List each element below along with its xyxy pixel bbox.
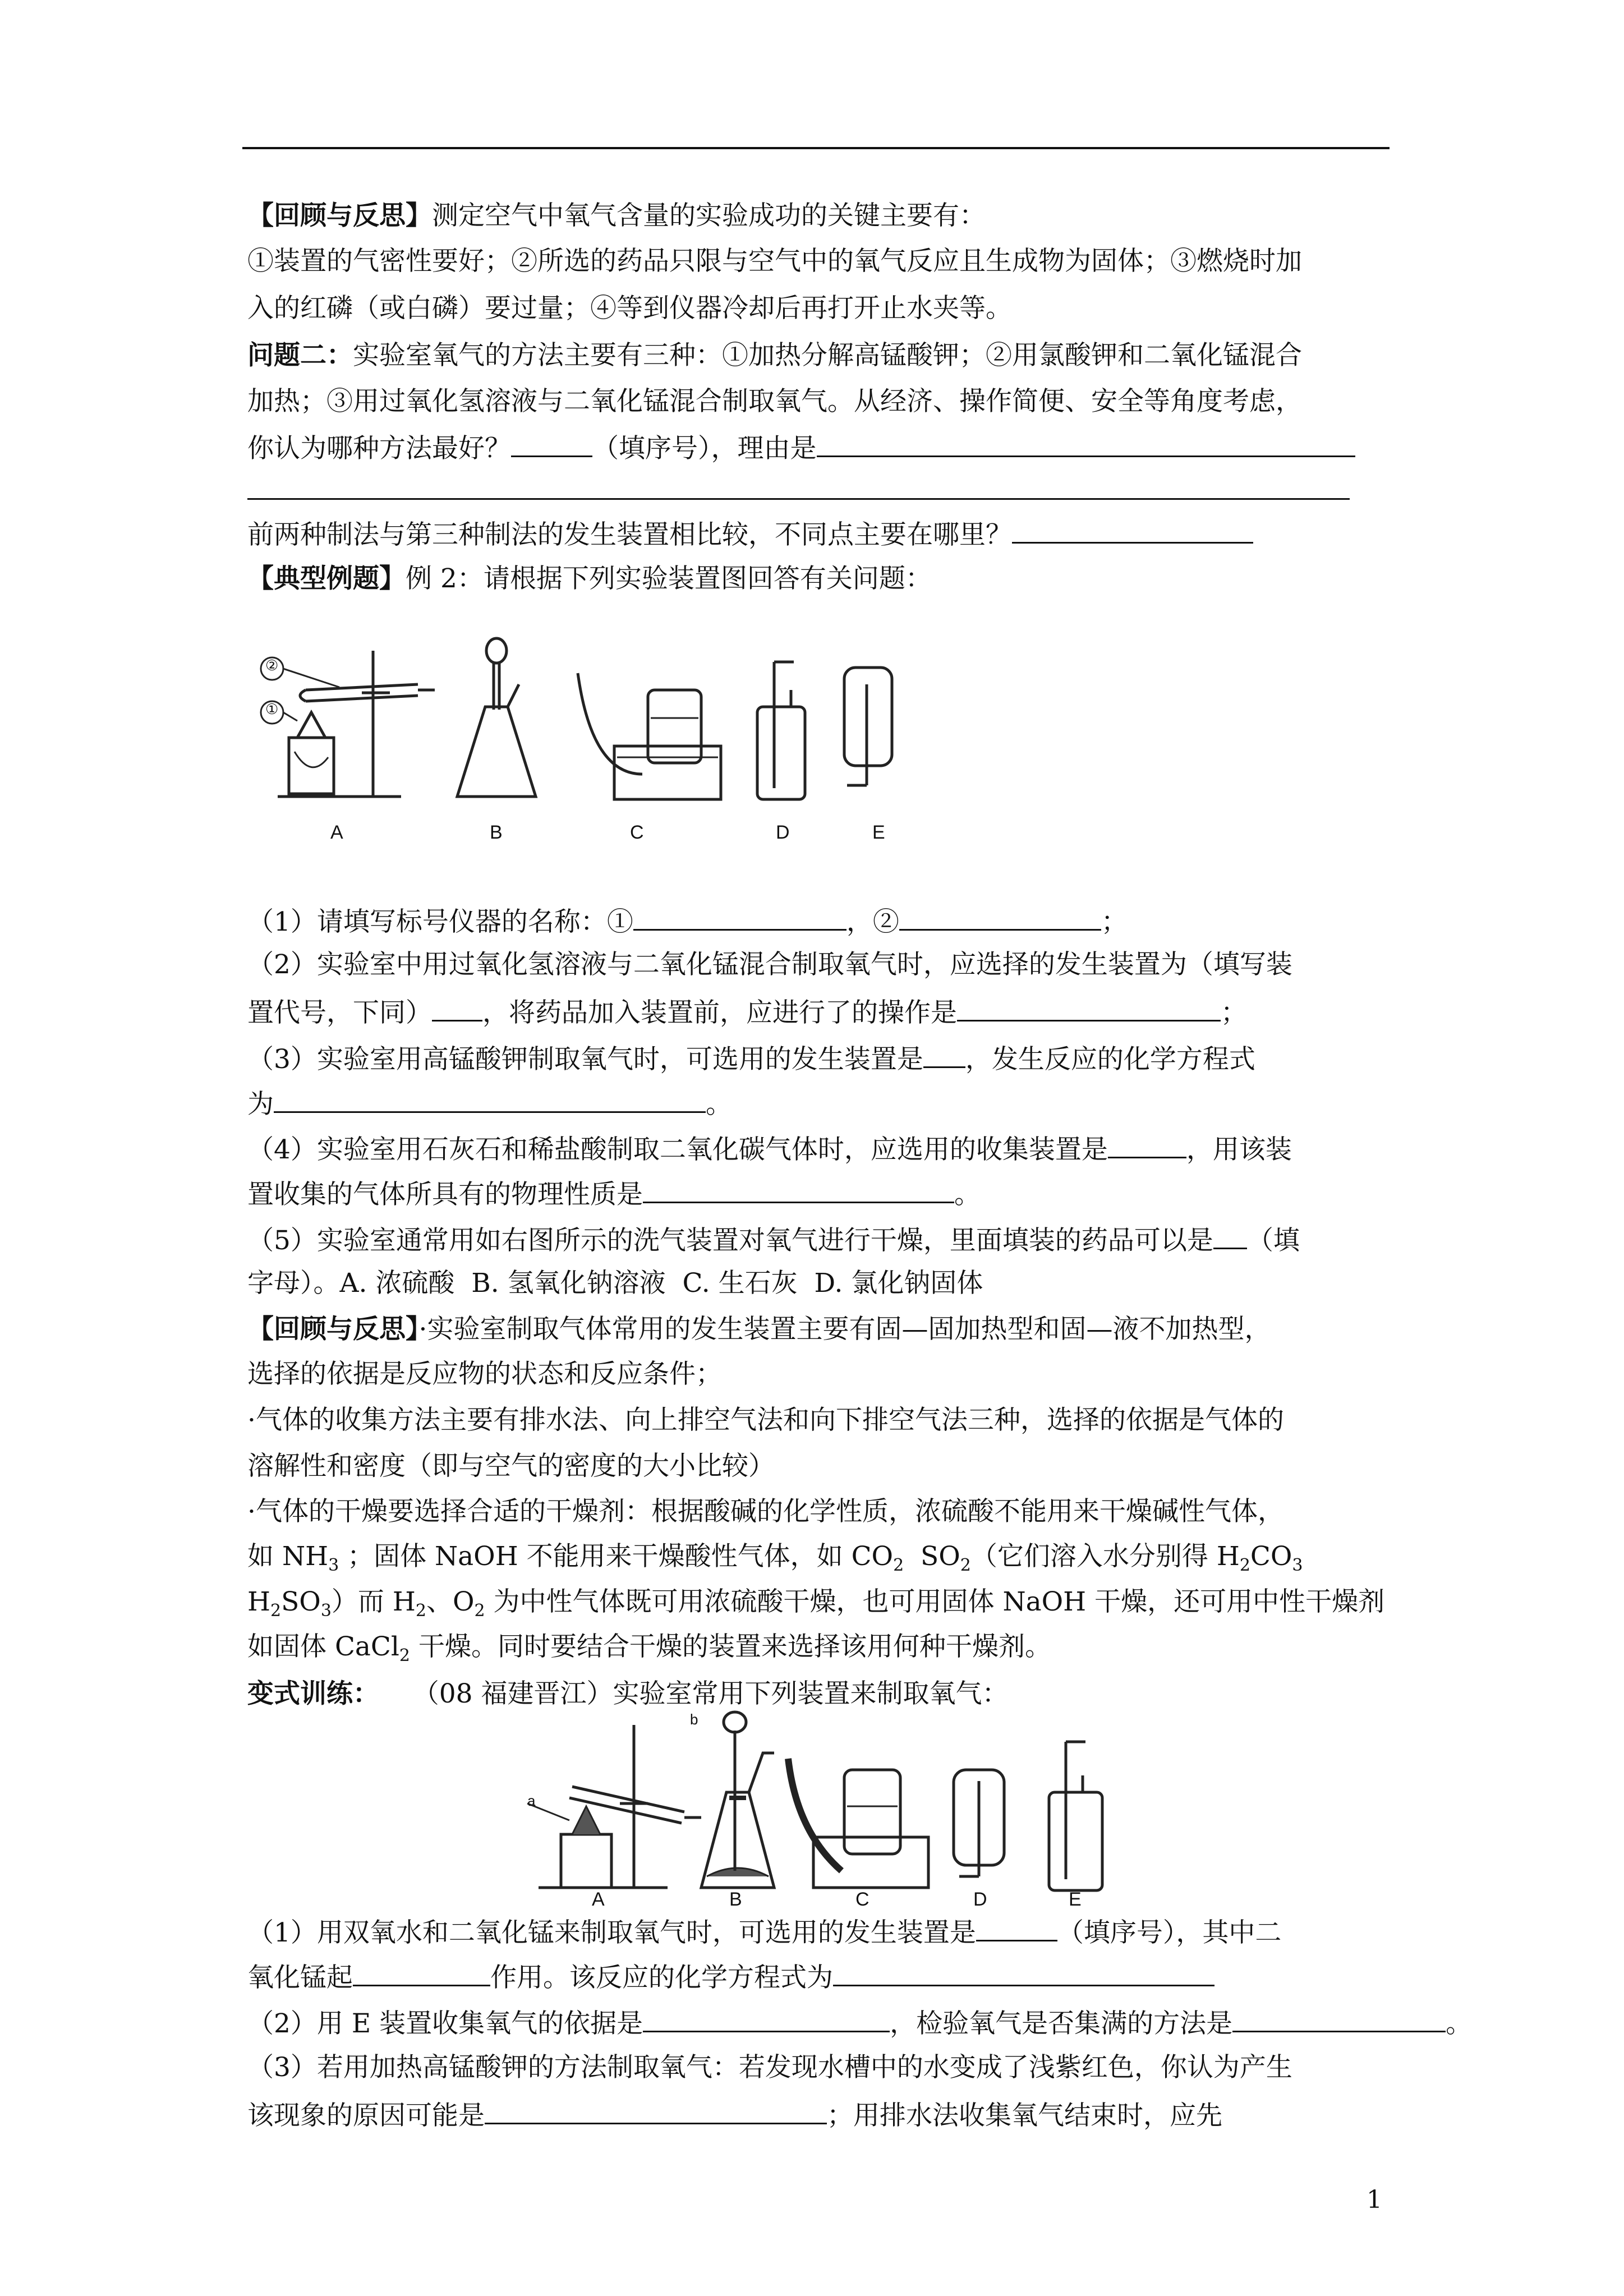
ex2-q3-line1: （3）实验室用高锰酸钾制取氧气时，可选用的发生装置是 ，发生反应的化学方程式 [247,1041,1255,1076]
answer-blank[interactable] [432,994,482,1022]
answer-blank[interactable] [643,1176,954,1203]
apparatus-figure-1 [255,628,906,847]
fig2-label-a: A [592,1889,605,1910]
review2-line8: 如固体 CaCl$_2$ 干燥。同时要结合干燥的装置来选择该用何种干燥剂。 [247,1631,1051,1665]
review2-line5: ·气体的干燥要选择合适的干燥剂：根据酸碱的化学性质，浓硫酸不能用来干燥碱性气体， [247,1496,1284,1527]
answer-blank[interactable] [511,430,592,457]
ex2-q2-line2: 置代号，下同） ，将药品加入装置前，应进行了的操作是 ； [247,994,1247,1030]
review2-line7: $H_2SO_3$）而 $H_2$、$O_2$ 为中性气体既可用浓硫酸干燥，也可用固体 NaOH 干燥，还可用中性干燥剂 [247,1586,1385,1621]
q2-line4: 前两种制法与第三种制法的发生装置相比较，不同点主要在哪里？ [247,516,1253,552]
variant-q1-line2: 氧化锰起 作用。该反应的化学方程式为 [247,1959,1214,1995]
review1-line2: 入的红磷（或白磷）要过量；④等到仪器冷却后再打开止水夹等。 [247,293,1012,324]
fig1-label-d: D [776,822,790,843]
fig1-mark-2: ② [265,657,279,674]
ex2-q3-line2: 为 。 [247,1085,732,1121]
apparatus-figure-2 [505,1708,1156,1910]
header-rule [242,147,1390,149]
fig1-label-c: C [630,822,644,843]
fig1-label-e: E [872,822,885,843]
answer-blank[interactable] [957,994,1221,1022]
q2-line3: 你认为哪种方法最好？ （填序号），理由是 [247,430,1355,466]
page-number: 1 [1367,2185,1382,2214]
answer-blank[interactable] [1108,1131,1186,1158]
ex2-heading: 【典型例题】例 2：请根据下列实验装置图回答有关问题： [247,563,932,594]
answer-blank[interactable] [976,1914,1057,1941]
ex2-q2-line1: （2）实验室中用过氧化氢溶液与二氧化锰混合制取氧气时，应选择的发生装置为（填写装 [247,949,1292,980]
variant-heading: 变式训练： （08 福建晋江）实验室常用下列装置来制取氧气： [247,1678,1009,1709]
answer-blank[interactable] [923,1041,965,1068]
fig1-mark-1: ① [265,701,279,718]
review2-line2: 选择的依据是反应物的状态和反应条件； [247,1359,722,1389]
review2-line3: ·气体的收集方法主要有排水法、向上排空气法和向下排空气法三种，选择的依据是气体的 [247,1405,1284,1435]
variant-q1-line1: （1）用双氧水和二氧化锰来制取氧气时，可选用的发生装置是 （填序号），其中二 [247,1914,1281,1950]
answer-blank[interactable] [833,1959,1214,1986]
answer-blank[interactable] [1012,516,1253,544]
review2-line4: 溶解性和密度（即与空气的密度的大小比较） [247,1451,775,1481]
fig1-label-a: A [330,822,343,843]
answer-blank[interactable] [633,903,846,931]
answer-blank[interactable] [643,2005,890,2032]
q2-line2: 加热；③用过氧化氢溶液与二氧化锰混合制取氧气。从经济、操作简便、安全等角度考虑， [247,386,1302,417]
variant-q3-line2: 该现象的原因可能是 ；用排水法收集氧气结束时，应先 [247,2097,1222,2133]
fig2-label-d: D [973,1889,987,1910]
answer-blank[interactable] [817,430,1355,457]
variant-q3-line1: （3）若用加热高锰酸钾的方法制取氧气：若发现水槽中的水变成了浅紫红色，你认为产生 [247,2052,1292,2083]
fig2-mark-a: a [527,1792,536,1809]
fig2-label-b: B [729,1889,742,1910]
answer-blank[interactable] [1232,2005,1446,2032]
answer-blank[interactable] [899,903,1101,931]
answer-blank[interactable] [274,1085,706,1113]
ex2-q1: （1）请填写标号仪器的名称：① ，② ； [247,903,1128,939]
fig2-label-c: C [855,1889,869,1910]
fig2-label-e: E [1069,1889,1082,1910]
answer-blank[interactable] [485,2097,827,2124]
ex2-q4-line2: 置收集的气体所具有的物理性质是 。 [247,1176,981,1212]
ex2-q5-line1: （5）实验室通常用如右图所示的洗气装置对氧气进行干燥，里面填装的药品可以是 （填 [247,1222,1300,1258]
answer-blank[interactable] [353,1959,490,1986]
review1-line1: ①装置的气密性要好；②所选的药品只限与空气中的氧气反应且生成物为固体；③燃烧时加 [247,246,1302,277]
ex2-q4-line1: （4）实验室用石灰石和稀盐酸制取二氧化碳气体时，应选用的收集装置是 ，用该装 [247,1131,1292,1167]
review2-line6: 如 $NH_3$ ；固体 NaOH 不能用来干燥酸性气体，如 $CO_2$ $SO_2$（它们溶入水分别得 $H_2CO_3$ [247,1541,1303,1575]
fig2-mark-b: b [690,1711,698,1728]
answer-blank[interactable] [1213,1222,1247,1249]
review2-line1: 【回顾与反思】·实验室制取气体常用的发生装置主要有固—固加热型和固—液不加热型， [247,1314,1271,1345]
fig1-label-b: B [490,822,503,843]
review1-heading: 【回顾与反思】测定空气中氧气含量的实验成功的关键主要有： [247,200,986,231]
q2-line1: 问题二：实验室氧气的方法主要有三种：①加热分解高锰酸钾；②用氯酸钾和二氧化锰混合 [247,340,1302,371]
answer-blank-line[interactable] [247,498,1350,500]
ex2-q5-line2: 字母）。A. 浓硫酸 B. 氢氧化钠溶液 C. 生石灰 D. 氯化钠固体 [247,1268,983,1299]
variant-q2: （2）用 E 装置收集氧气的依据是 ，检验氧气是否集满的方法是 。 [247,2005,1472,2041]
